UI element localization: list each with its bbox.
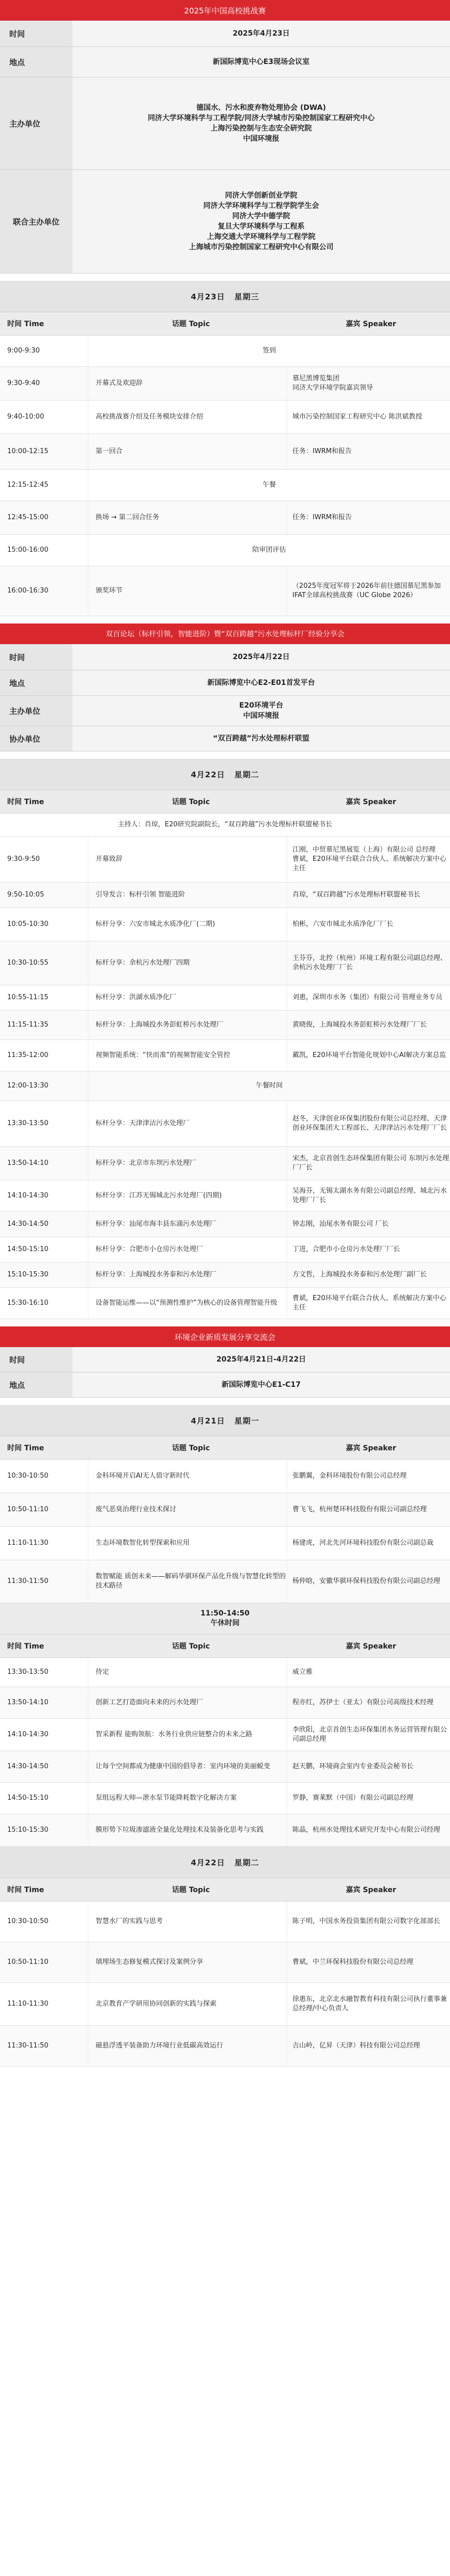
info-row [0, 170, 450, 274]
row-time: 10:00-12:15 [7, 447, 49, 455]
table-row [0, 434, 450, 470]
info-label: 地点 [0, 670, 72, 695]
info-row [0, 696, 450, 726]
table-header: 时间 Time 话题 Topic 嘉宾 Speaker [0, 1635, 450, 1658]
table-row [0, 1071, 450, 1101]
schedule-table [0, 335, 450, 616]
row-time: 14:50-15:10 [7, 1245, 49, 1253]
table-header: 时间 Time 话题 Topic 嘉宾 Speaker [0, 1878, 450, 1901]
event-info [0, 1347, 450, 1398]
row-topic: 创新工艺打造面向未来的污水处理厂 [88, 1687, 287, 1718]
row-speaker: 慕尼黑博览集团 同济大学环境学院嘉宾领导 [287, 367, 450, 400]
info-line: 2025年4月23日 [232, 29, 290, 38]
row-topic: 高校挑战赛介绍及任务模块安排介绍 [88, 401, 287, 434]
row-speaker: 赵天鹏，环境商会室内专业委员会秘书长 [287, 1751, 450, 1782]
row-speaker: 赵冬，天津创业环保集团股份有限公司总经理、天津创业环保集团大工程部长、天津津沽污水处理厂厂长 [287, 1101, 450, 1146]
row-time: 10:05-10:30 [7, 920, 49, 928]
row-topic: 标杆分享：六安市城北水质净化厂(二期) [88, 908, 287, 941]
info-value [72, 644, 450, 670]
row-topic: 填埋场生态修复模式探讨及案例分享 [88, 1942, 287, 1982]
row-topic: 设备智能运维——以“预测性维护”为核心的设备管理智能升级 [88, 1288, 287, 1319]
schedule-table [0, 1460, 450, 1603]
row-speaker: 曹斌，中兰环保科技股份有限公司总经理 [287, 1942, 450, 1982]
table-row [0, 1101, 450, 1147]
row-time: 14:30-14:50 [7, 1220, 49, 1228]
row-time: 11:30-11:50 [7, 2042, 49, 2050]
row-time: 13:30-13:50 [7, 1668, 49, 1676]
row-speaker: 吉山岭，亿昇（天津）科技有限公司总经理 [287, 2026, 450, 2066]
table-row [0, 501, 450, 535]
section-title: 2025年中国高校挑战赛 [0, 0, 450, 21]
info-value [72, 77, 450, 169]
info-label: 联合主办单位 [0, 170, 72, 273]
row-topic: 北京教育产学研用协同创新的实践与探索 [88, 1983, 287, 2025]
table-row [0, 1011, 450, 1040]
row-time: 16:00-16:30 [7, 587, 49, 595]
row-speaker: 曹飞飞，杭州楚环科技股份有限公司副总经理 [287, 1493, 450, 1526]
day-header: 4月23日 星期三 [0, 281, 450, 312]
event-info [0, 21, 450, 274]
row-time: 11:35-12:00 [7, 1051, 49, 1059]
table-row [0, 1212, 450, 1237]
row-time: 9:00-9:30 [7, 347, 40, 355]
row-topic: 颁奖环节 [88, 566, 287, 616]
row-time: 10:50-11:10 [7, 1958, 49, 1966]
table-row [0, 1493, 450, 1527]
info-line: 同济大学环境科学与工程学院/同济大学城市污染控制国家工程研究中心 [147, 114, 375, 122]
row-time: 14:10-14:30 [7, 1192, 49, 1199]
row-speaker: 城市污染控制国家工程研究中心 陈洪斌教授 [287, 401, 450, 434]
table-row [0, 1040, 450, 1071]
info-line: 同济大学中德学院 [232, 212, 290, 220]
row-topic: 待定 [88, 1658, 287, 1687]
row-topic: 标杆分享：天津津沽污水处理厂 [88, 1101, 287, 1146]
row-speaker: 任务：IWRM和报告 [287, 434, 450, 469]
row-topic: 标杆分享：上海城投水务泰和污水处理厂 [88, 1262, 287, 1287]
info-row [0, 726, 450, 751]
row-event: 午餐 [88, 470, 450, 501]
row-time: 13:30-13:50 [7, 1119, 49, 1127]
table-row [0, 908, 450, 941]
schedule-table [0, 1658, 450, 1847]
info-line: 2025年4月21日-4月22日 [216, 1355, 306, 1364]
section-title: 环境企业新质发展分享交流会 [0, 1326, 450, 1347]
table-row [0, 1147, 450, 1180]
row-time: 10:30-10:55 [7, 959, 49, 967]
row-time: 12:00-13:30 [7, 1082, 49, 1090]
table-row [0, 985, 450, 1011]
row-topic: 开幕致辞 [88, 837, 287, 882]
row-topic: 标杆分享：上海城投水务彭虹桥污水处理厂 [88, 1011, 287, 1039]
row-event: 午餐时间 [88, 1071, 450, 1100]
row-topic: 数智赋能 质创未来——解码华骐环保产品化升级与智慧化转型的技术路径 [88, 1560, 287, 1603]
row-time: 10:50-11:10 [7, 1506, 49, 1513]
row-speaker: 刘惠，深圳市水务（集团）有限公司 管理业务专员 [287, 985, 450, 1010]
table-row [0, 335, 450, 367]
row-speaker: 罗静，赛莱默（中国）有限公司副总经理 [287, 1783, 450, 1814]
row-topic: 膜形势下垃圾渗滤液全量化处理技术及装备化思考与实践 [88, 1814, 287, 1846]
table-row [0, 470, 450, 501]
info-line: 上海城市污染控制国家工程研究中心有限公司 [189, 243, 334, 251]
info-row [0, 1347, 450, 1372]
row-time: 9:40-10:00 [7, 413, 44, 421]
row-topic: 让每个空间都成为健康中国的倡导者：室内环境的美丽蜕变 [88, 1751, 287, 1782]
info-line: E20环境平台 [239, 701, 284, 710]
row-speaker: 陈晶，杭州水处理技术研究开发中心有限公司经理 [287, 1814, 450, 1846]
row-time: 15:30-16:10 [7, 1299, 49, 1307]
info-row [0, 47, 450, 77]
host-row: 主持人：肖琼，E20研究院副院长，“双百跨越”污水处理标杆联盟秘书长 [0, 813, 450, 837]
info-line: 上海交通大学环境科学与工程学院 [207, 233, 316, 241]
row-topic: 泵组远程大师—泄水泵节能降耗数字化解决方案 [88, 1783, 287, 1814]
row-time: 13:50-14:10 [7, 1699, 49, 1706]
info-row [0, 670, 450, 696]
row-time: 11:15-11:35 [7, 1021, 49, 1029]
row-speaker: 张鹏翼，金科环境股份有限公司总经理 [287, 1460, 450, 1493]
table-row [0, 1687, 450, 1719]
info-value [72, 21, 450, 46]
table-header: 时间 Time 话题 Topic 嘉宾 Speaker [0, 312, 450, 335]
info-line: 复旦大学环境科学与工程系 [218, 222, 305, 231]
table-row [0, 1460, 450, 1493]
row-topic: 标杆分享：汕尾市海丰县东涌污水处理厂 [88, 1212, 287, 1237]
row-speaker: 曹斌，E20环境平台联合合伙人、系统解决方案中心主任 [287, 1288, 450, 1319]
row-topic: 引导发言：标杆引领 智能进阶 [88, 883, 287, 907]
row-topic: 视频智能系统：“快而准”的视频智能安全管控 [88, 1040, 287, 1071]
info-value [72, 670, 450, 695]
row-speaker: 王芬芬，北控（杭州）环境工程有限公司副总经理、余杭污水处理厂厂长 [287, 941, 450, 985]
row-topic: 标杆分享：余杭污水处理厂四期 [88, 941, 287, 985]
info-line: 新国际博览中心E3现场会议室 [212, 58, 310, 66]
table-row [0, 566, 450, 616]
table-row [0, 1262, 450, 1288]
schedule-table [0, 837, 450, 1319]
row-topic: 智采新程 能购领航：水务行业供应链整合的未来之路 [88, 1719, 287, 1751]
row-time: 9:50-10:05 [7, 891, 44, 899]
info-line: 上海污染控制与生态安全研究院 [210, 124, 312, 133]
row-topic: 第一回合 [88, 434, 287, 469]
row-speaker: 戴凯，E20环境平台智能化规划中心AI解决方案总监 [287, 1040, 450, 1071]
schedule-table [0, 1901, 450, 2067]
row-speaker: 黄晓俊，上海城投水务彭虹桥污水处理厂厂长 [287, 1011, 450, 1039]
table-row [0, 1983, 450, 2026]
info-row [0, 644, 450, 670]
info-label: 地点 [0, 47, 72, 77]
table-row [0, 1288, 450, 1319]
info-line: 德国水、污水和废弃物处理协会 (DWA) [196, 104, 326, 112]
table-row [0, 1180, 450, 1212]
row-speaker: 柏彬，六安市城北水质净化厂厂长 [287, 908, 450, 941]
lunch-break: 11:50-14:50 午休时间 [0, 1603, 450, 1635]
info-line: 2025年4月22日 [232, 653, 290, 661]
info-value [72, 726, 450, 751]
row-speaker: 方文哲，上海城投水务泰和污水处理厂副厂长 [287, 1262, 450, 1287]
row-speaker: 杨建虎，河北先河环境科技股份有限公司副总裁 [287, 1527, 450, 1560]
row-topic: 生态环境数智化转型探索和应用 [88, 1527, 287, 1560]
table-row [0, 1527, 450, 1560]
row-time: 14:30-14:50 [7, 1763, 49, 1770]
row-speaker: 李欣阳，北京首创生态环保集团水务运营管理有限公司副总经理 [287, 1719, 450, 1751]
day-header: 4月22日 星期二 [0, 1847, 450, 1878]
row-time: 9:30-9:50 [7, 855, 40, 863]
row-topic: 标杆分享：北京市东坝污水处理厂 [88, 1147, 287, 1180]
info-label: 协办单位 [0, 726, 72, 751]
info-label: 时间 [0, 644, 72, 670]
row-time: 9:30-9:40 [7, 379, 40, 387]
table-row [0, 837, 450, 883]
row-event: 签到 [88, 335, 450, 366]
table-row [0, 1751, 450, 1783]
row-time: 11:10-11:30 [7, 2000, 49, 2008]
row-time: 14:50-15:10 [7, 1794, 49, 1802]
info-label: 主办单位 [0, 77, 72, 169]
table-row [0, 2026, 450, 2067]
row-topic: 标杆分享：合肥市小仓房污水处理厂 [88, 1237, 287, 1262]
row-speaker: 徐惠东，北京北水融智教育科技有限公司执行董事兼总经理/中心负责人 [287, 1983, 450, 2025]
table-row [0, 535, 450, 566]
info-label: 地点 [0, 1372, 72, 1397]
row-topic: 标杆分享：洪湖水质净化厂 [88, 985, 287, 1010]
row-time: 10:30-10:50 [7, 1917, 49, 1925]
row-topic: 废气恶臭治理行业技术探讨 [88, 1493, 287, 1526]
row-speaker: 钟志刚，汕尾水务有限公司 厂长 [287, 1212, 450, 1237]
row-time: 15:00-16:00 [7, 546, 49, 554]
table-row [0, 941, 450, 985]
row-speaker: 任务：IWRM和报告 [287, 501, 450, 534]
info-value [72, 1347, 450, 1372]
table-row [0, 1901, 450, 1942]
row-speaker: 宋杰，北京首创生态环保集团有限公司 东坝污水处理厂厂长 [287, 1147, 450, 1180]
row-time: 12:45-15:00 [7, 514, 49, 521]
info-line: “双百跨越”污水处理标杆联盟 [213, 734, 309, 743]
event-info [0, 644, 450, 751]
info-line: 新国际博览中心E1-C17 [222, 1381, 301, 1389]
row-time: 13:50-14:10 [7, 1159, 49, 1167]
day-header: 4月22日 星期二 [0, 759, 450, 790]
row-time: 12:15-12:45 [7, 481, 49, 489]
row-speaker: 丁进，合肥市小仓房污水处理厂厂长 [287, 1237, 450, 1262]
table-row [0, 1942, 450, 1983]
row-event: 陪审团评估 [88, 535, 450, 566]
row-time: 11:10-11:30 [7, 1539, 49, 1547]
info-value [72, 170, 450, 273]
info-label: 时间 [0, 21, 72, 46]
info-line: 新国际博览中心E2-E01首发平台 [207, 679, 315, 687]
row-topic: 金科环境开启AI无人值守新时代 [88, 1460, 287, 1493]
table-row [0, 1783, 450, 1814]
table-row [0, 1237, 450, 1262]
row-time: 11:30-11:50 [7, 1577, 49, 1585]
row-speaker: （2025年度冠军将于2026年前往德国慕尼黑参加IFAT全球高校挑战赛（UC Globe 2026） [287, 566, 450, 616]
table-row [0, 883, 450, 908]
info-label: 时间 [0, 1347, 72, 1372]
row-time: 10:55-11:15 [7, 994, 49, 1001]
table-row [0, 367, 450, 401]
row-speaker: 吴海芬，无锡太湖水务有限公司副总经理、城北污水处理厂厂长 [287, 1180, 450, 1211]
section-title: 双百论坛（标杆引领，智能进阶）暨“双百跨越”污水处理标杆厂经验分享会 [0, 623, 450, 644]
row-time: 10:30-10:50 [7, 1472, 49, 1480]
info-value [72, 1372, 450, 1397]
table-row [0, 1719, 450, 1751]
info-label: 主办单位 [0, 696, 72, 726]
day-header: 4月21日 星期一 [0, 1405, 450, 1436]
info-row [0, 21, 450, 47]
row-time: 15:10-15:30 [7, 1271, 49, 1278]
table-row [0, 1814, 450, 1847]
row-time: 14:10-14:30 [7, 1731, 49, 1738]
row-speaker: 程亦红，苏伊士（亚太）有限公司高级技术经理 [287, 1687, 450, 1718]
info-row [0, 1372, 450, 1398]
info-line: 中国环境报 [243, 135, 280, 143]
row-topic: 磁悬浮透平装备助力环境行业低碳高效运行 [88, 2026, 287, 2066]
table-row [0, 1560, 450, 1603]
table-header: 时间 Time 话题 Topic 嘉宾 Speaker [0, 790, 450, 813]
row-speaker: 陈子明，中国水务投资集团有限公司数字化部部长 [287, 1901, 450, 1942]
info-line: 同济大学环境科学与工程学院学生会 [203, 202, 319, 210]
row-topic: 换场 → 第二回合任务 [88, 501, 287, 534]
row-speaker: 江刚，中贸慕尼黑展览（上海）有限公司 总经理 曹斌，E20环境平台联合合伙人、系统解决方案中心主任 [287, 837, 450, 882]
row-topic: 智慧水厂的实践与思考 [88, 1901, 287, 1942]
table-row [0, 401, 450, 434]
row-topic: 开幕式及欢迎辞 [88, 367, 287, 400]
info-line: 中国环境报 [243, 712, 280, 720]
row-speaker: 杨仲晗，安徽华骐环保科技股份有限公司副总经理 [287, 1560, 450, 1603]
table-row [0, 1658, 450, 1687]
row-topic: 标杆分享：江苏无锡城北污水处理厂(四期) [88, 1180, 287, 1211]
info-value [72, 47, 450, 77]
info-line: 同济大学创新创业学院 [225, 191, 298, 200]
row-time: 15:10-15:30 [7, 1826, 49, 1834]
info-row [0, 77, 450, 170]
info-value [72, 696, 450, 726]
row-speaker: 威立雅 [287, 1658, 450, 1687]
table-header: 时间 Time 话题 Topic 嘉宾 Speaker [0, 1436, 450, 1460]
row-speaker: 肖琼，“双百跨越”污水处理标杆联盟秘书长 [287, 883, 450, 907]
